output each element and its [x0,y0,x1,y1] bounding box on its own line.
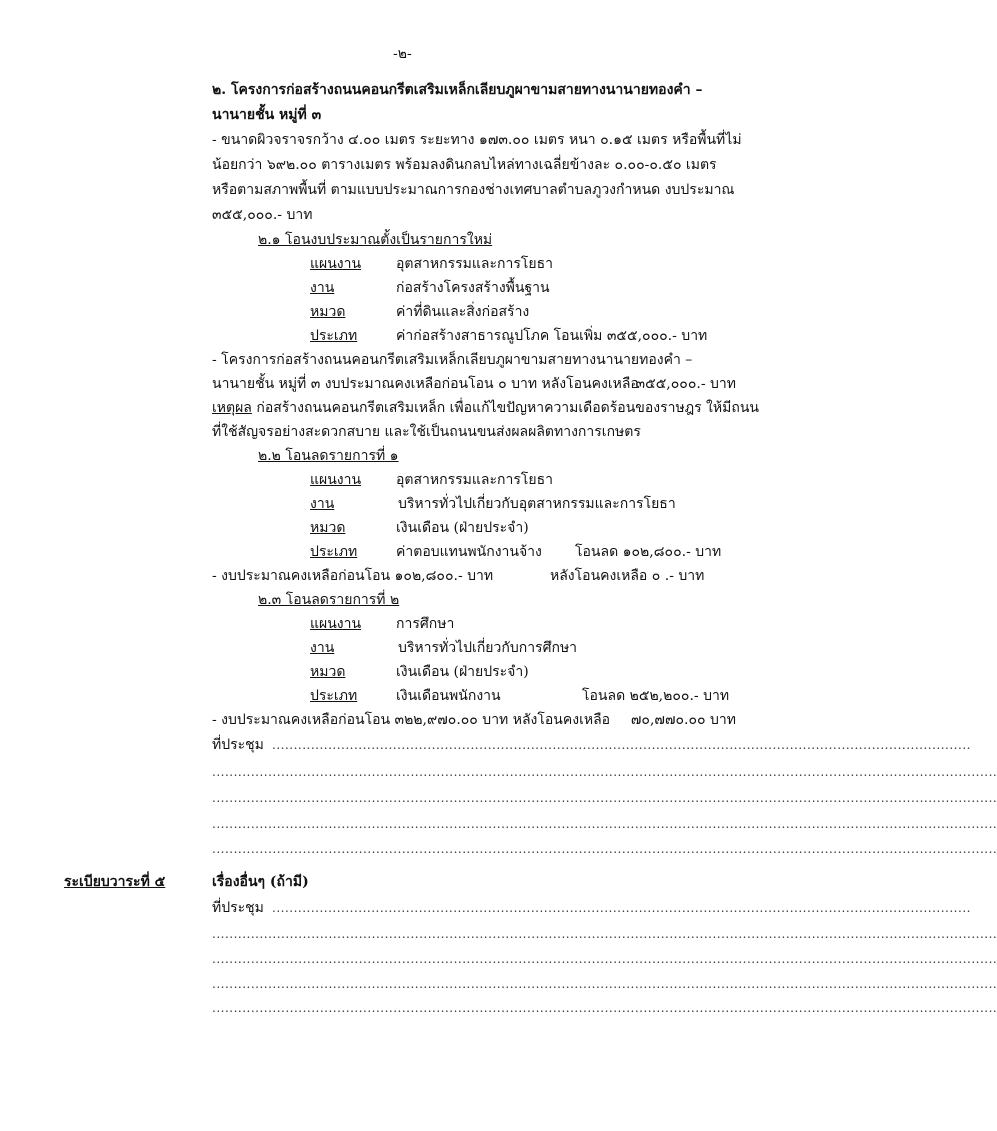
s23-type-value: เงินเดือนพนักงาน [396,688,501,704]
s22-balance-left: - งบประมาณคงเหลือก่อนโอน ๑๐๒,๘๐๐.- บาท [212,568,494,584]
project-title-line1: ๒. โครงการก่อสร้างถนนคอนกรีตเสริมเหล็กเลียบภูผาขามสายทางนานายทองคำ – [212,82,703,98]
dotted-line: ...................................................................................................................................................................................... [212,1001,997,1015]
s22-plan-value: อุตสาหกรรมและการโยธา [396,472,553,488]
meeting-label: ที่ประชุม [212,737,264,753]
s22-type-value: ค่าตอบแทนพนักงานจ้าง [396,544,542,560]
page-number: -๒- [393,46,412,62]
reason-label: เหตุผล [212,400,252,416]
reason-text: ก่อสร้างถนนคอนกรีตเสริมเหล็ก เพื่อแก้ไขปัญหาความเดือดร้อนของราษฎร ให้มีถนน [251,400,759,416]
s21-type-label: ประเภท [310,328,358,344]
s21-note-line2 [212,372,736,396]
s23-balance-left: - งบประมาณคงเหลือก่อนโอน ๓๒๒,๙๗๐.๐๐ บาท หลังโอนคงเหลือ [212,712,611,728]
section-2-3-heading: ๒.๓ โอนลดรายการที่ ๒ [258,592,400,608]
meeting-dotted-line: .................................................................................................................................................................. [272,901,971,915]
dotted-line: ...................................................................................................................................................................................... [212,817,997,831]
s21-reason-line1 [212,396,759,420]
dotted-line: ...................................................................................................................................................................................... [212,842,997,856]
s23-balance-right: ๗๐,๗๗๐.๐๐ บาท [630,712,736,728]
s21-plan-value: อุตสาหกรรมและการโยธา [396,256,553,272]
s21-category-label: หมวด [310,304,346,320]
s22-balance-right: หลังโอนคงเหลือ ๐ .- บาท [550,568,705,584]
dotted-line: ...................................................................................................................................................................................... [212,977,997,991]
s22-work-label: งาน [310,496,335,512]
project-title-line2: นานายชั้น หมู่ที่ ๓ [212,107,322,123]
s21-category-value: ค่าที่ดินและสิ่งก่อสร้าง [396,304,530,320]
s22-type-amount: โอนลด ๑๐๒,๘๐๐.- บาท [575,544,722,560]
s21-type-value: ค่าก่อสร้างสาธารณูปโภค โอนเพิ่ม ๓๕๕,๐๐๐.- บาท [396,328,708,344]
s23-balance [212,708,736,732]
project-desc-line2: น้อยกว่า ๖๙๒.๐๐ ตารางเมตร พร้อมลงดินกลบไหล่ทางเฉลี่ยข้างละ ๐.๐๐-๐.๕๐ เมตร [212,157,717,173]
project-desc-line4: ๓๕๕,๐๐๐.- บาท [212,207,313,223]
agenda-5-title: เรื่องอื่นๆ (ถ้ามี) [212,874,309,890]
project-desc-line1: - ขนาดผิวจราจรกว้าง ๔.๐๐ เมตร ระยะทาง ๑๗๓.๐๐ เมตร หนา ๐.๑๕ เมตร หรือพื้นที่ไม่ [212,132,742,148]
s21-work-label: งาน [310,280,335,296]
dotted-line: ...................................................................................................................................................................................... [212,765,997,779]
s22-plan-label: แผนงาน [310,472,362,488]
s22-type-label: ประเภท [310,544,358,560]
section-2-1-heading: ๒.๑ โอนงบประมาณตั้งเป็นรายการใหม่ [258,232,493,248]
section-2-2-heading: ๒.๒ โอนลดรายการที่ ๑ [258,448,399,464]
s23-category-label: หมวด [310,664,346,680]
meeting-dotted-line: .................................................................................................................................................................. [272,738,971,752]
s22-category-value: เงินเดือน (ฝ่ายประจำ) [396,520,529,536]
s23-category-value: เงินเดือน (ฝ่ายประจำ) [396,664,529,680]
project-desc-line3: หรือตามสภาพพื้นที่ ตามแบบประมาณการกองช่างเทศบาลตำบลภูวงกำหนด งบประมาณ [212,182,735,198]
s23-type-amount: โอนลด ๒๕๒,๒๐๐.- บาท [582,688,730,704]
s21-work-value: ก่อสร้างโครงสร้างพื้นฐาน [396,280,550,296]
agenda-5-label: ระเบียบวาระที่ ๕ [64,874,166,890]
s23-plan-label: แผนงาน [310,616,362,632]
s21-note-line2-right: ๓๕๕,๐๐๐.- บาท [635,376,736,392]
s23-work-label: งาน [310,640,335,656]
dotted-line: ...................................................................................................................................................................................... [212,952,997,966]
s21-reason-line2: ที่ใช้สัญจรอย่างสะดวกสบาย และใช้เป็นถนนขนส่งผลผลิตทางการเกษตร [212,424,641,440]
s23-work-value: บริหารทั่วไปเกี่ยวกับการศึกษา [398,640,578,656]
dotted-line: ...................................................................................................................................................................................... [212,791,997,805]
agenda-5-meeting-label: ที่ประชุม [212,900,264,916]
s23-type-label: ประเภท [310,688,358,704]
s22-category-label: หมวด [310,520,346,536]
s23-plan-value: การศึกษา [396,616,455,632]
s22-work-value: บริหารทั่วไปเกี่ยวกับอุตสาหกรรมและการโยธา [398,496,676,512]
dotted-line: ...................................................................................................................................................................................... [212,927,997,941]
s21-note-line2-left: นานายชั้น หมู่ที่ ๓ งบประมาณคงเหลือก่อนโอน ๐ บาท หลังโอนคงเหลือ [212,376,639,392]
s21-plan-label: แผนงาน [310,256,362,272]
s21-note-line1: - โครงการก่อสร้างถนนคอนกรีตเสริมเหล็กเลียบภูผาขามสายทางนานายทองคำ – [212,352,693,368]
